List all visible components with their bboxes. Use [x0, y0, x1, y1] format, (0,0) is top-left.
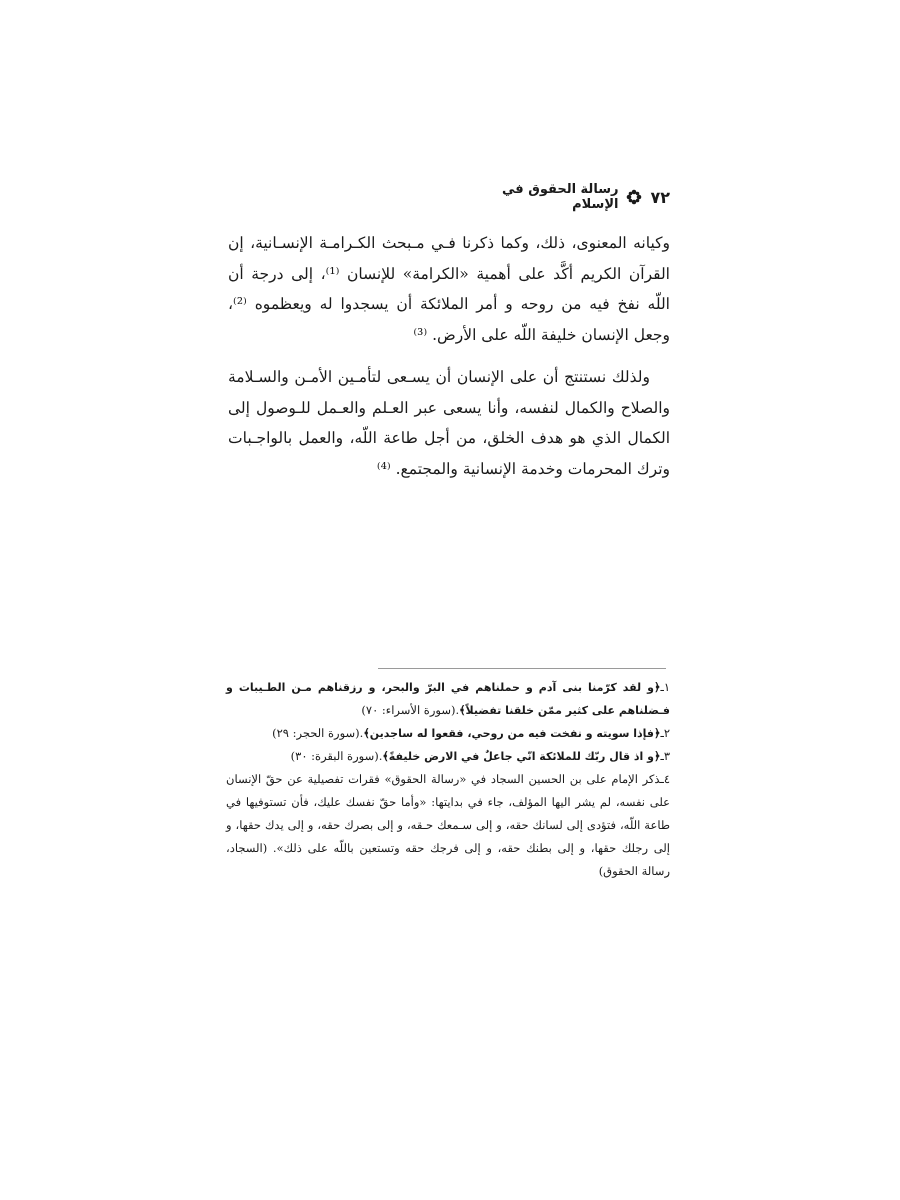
footnote-source: .(سورة الحجر: ٢٩) — [272, 726, 364, 740]
footnote — [226, 722, 670, 745]
footnote-source: .(سورة الأسراء: ٧٠) — [361, 703, 460, 717]
main-text — [228, 228, 670, 484]
footnote-quote: ﴿فإذا سويته و نفخت فيه من روحي، فقعوا له ساجدين﴾ — [363, 727, 661, 740]
footnote-text: ذكر الإمام على بن الحسين السجاد في «رسالة الحقوق» فقرات تفصيلية عن حقّ الإنسان على نفسه، لم يشر اليها المؤلف، جاء في بدايتها: «وأما حقّ نفسك عليك، فأن تستوفيها في طاعة اللّه، فتؤدى إلى لسانك حقه، و إلى سـمعك حـقه، و إلى بصرك حقه، و إلى يدك حقها، و إلى رجلك حقها، و إلى بطنك حقه، و إلى فرجك حقه وتستعين باللّه على ذلك». (السجاد، رسالة الحقوق) — [226, 772, 670, 878]
running-title: رسالة الحقوق في الإسلام — [502, 182, 619, 212]
paragraph: ولذلك نستنتج أن على الإنسان أن يسـعى لتأمـين الأمـن والسـلامة والصلاح والكمال لنفسه، وأنا يسعى عبر العـلم والعـمل للـوصول إلى الكمال الذي هو هدف الخلق، من أجل طاعة اللّه، والعمل بالواجـبات وترك المحرمات وخدمة الإنسانية والمجتمع. ⁽⁴⁾ — [228, 368, 670, 478]
footnote — [226, 676, 670, 722]
footnote — [226, 745, 670, 768]
footnote-quote: ﴿و اذ قال ربّك للملائكة انّي جاعلٌ في الارض خليفةً﴾ — [382, 750, 661, 763]
footnote-source: .(سورة البقرة: ٣٠) — [290, 749, 383, 763]
footnote-number: ٣ـ — [660, 749, 670, 763]
running-head — [480, 184, 670, 210]
paragraph: وكيانه المعنوى، ذلك، وكما ذكرنا فـي مـبحث الكـرامـة الإنسـانية، إن القرآن الكريم أكَّد على أهمية «الكرامة» للإنسان ⁽¹⁾، إلى درجة أن اللّه نفخ فيه من روحه و أمر الملائكة أن يسجدوا له ويعظموه ⁽²⁾، وجعل الإنسان خليفة اللّه على الأرض. ⁽³⁾ — [228, 234, 670, 344]
footnote — [226, 768, 670, 883]
footnote-quote: ﴿و لقد كرّمنا بنى آدم و حملناهم في البرّ والبحر، و رزقناهم مـن الطـيبات و فـضلناهم على كثير ممّن خلقنا تفضيلاً﴾ — [226, 681, 670, 717]
footnote-number: ٢ـ — [660, 726, 670, 740]
footnote-number: ١ـ — [660, 680, 670, 694]
footnote-divider — [378, 668, 666, 669]
footnote-number: ٤ـ — [660, 772, 670, 786]
footnotes — [226, 676, 670, 883]
flower-ornament-icon — [626, 189, 642, 205]
page-number: ٧٢ — [650, 187, 670, 207]
